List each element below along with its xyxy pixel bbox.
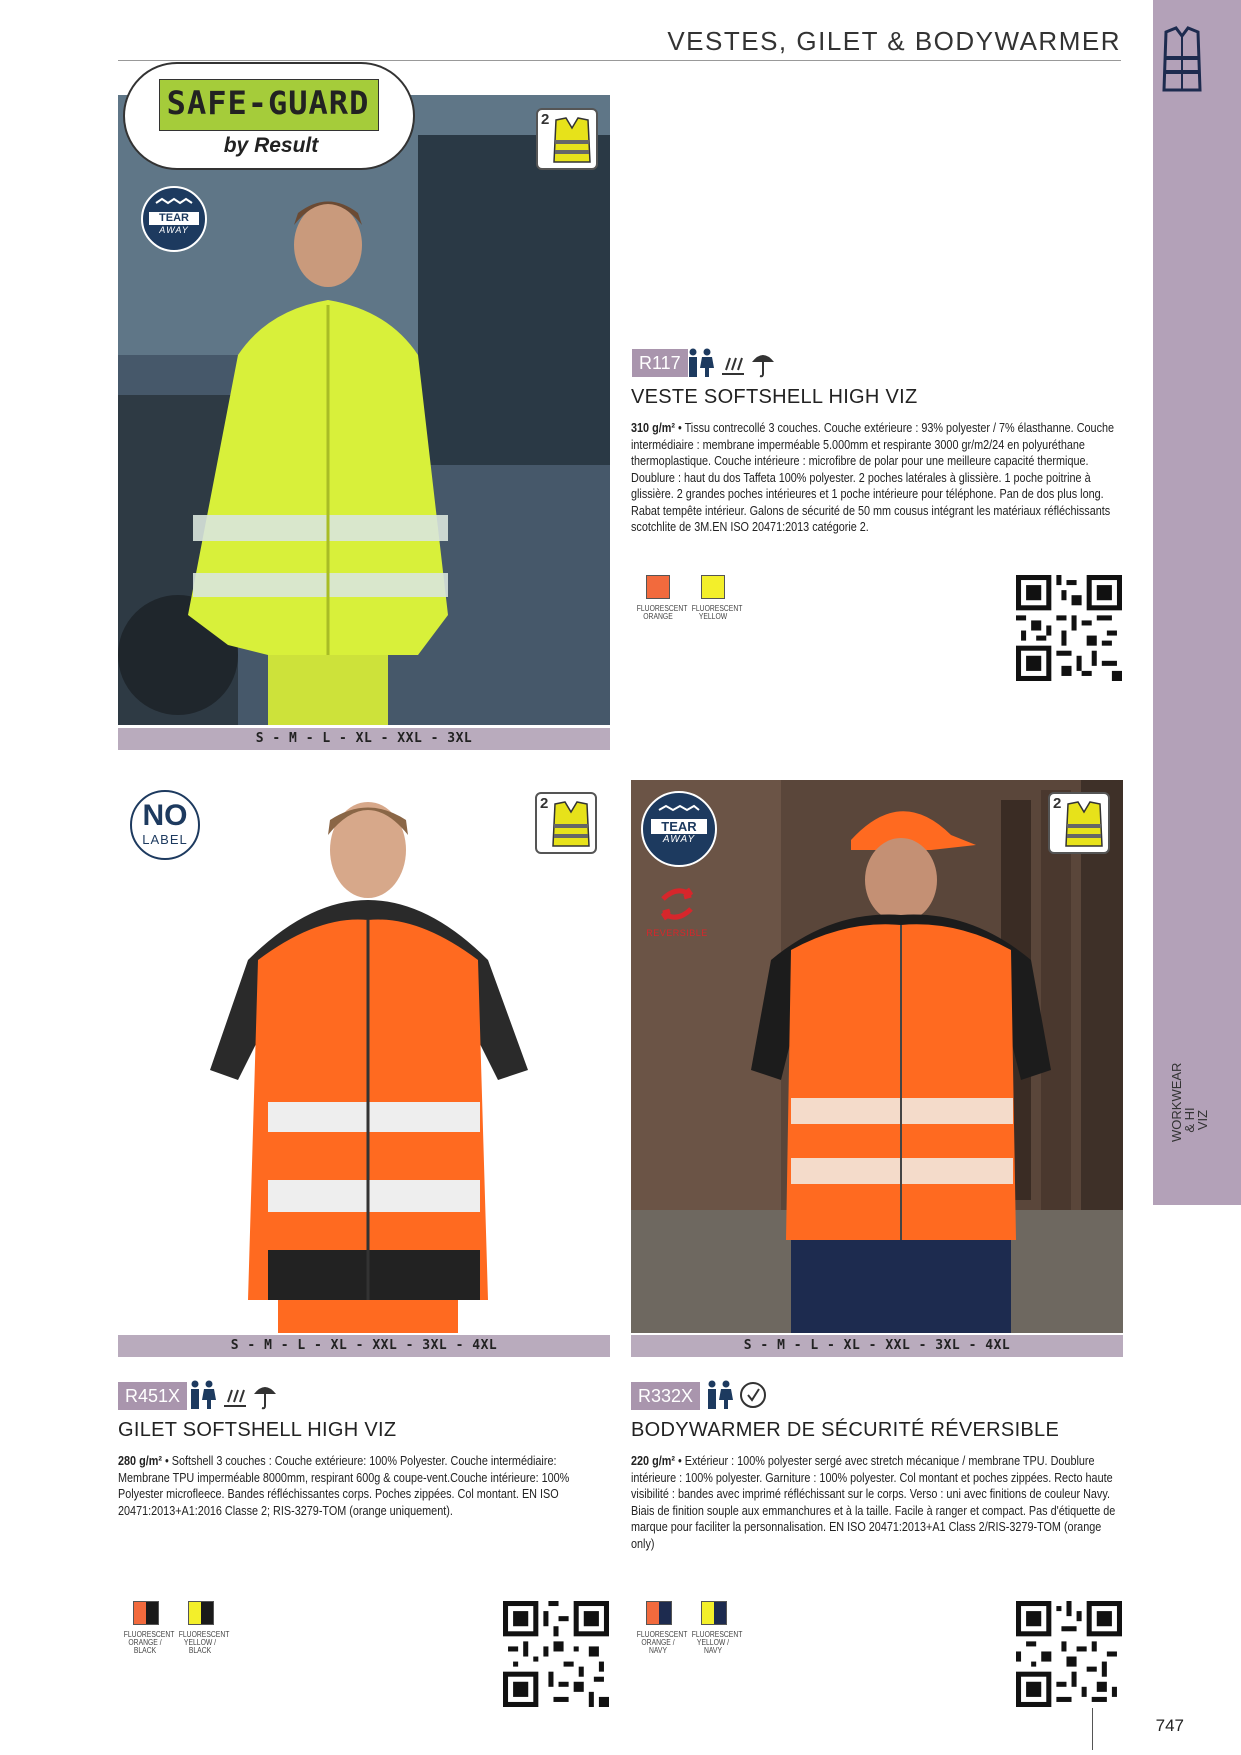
product-title-r117: VESTE SOFTSHELL HIGH VIZ: [631, 386, 918, 408]
product-photo-r451x: [118, 780, 610, 1333]
color-label: FLUORESCENT YELLOW / NAVY: [691, 1630, 743, 1655]
tear-away-icon: TEAR AWAY: [641, 791, 717, 867]
safe-guard-logo: SAFE-GUARD by Result: [123, 62, 415, 170]
hi-viz-class-2-icon: 2: [1048, 792, 1110, 854]
qr-code[interactable]: [1016, 1601, 1122, 1707]
color-label: FLUORESCENT ORANGE / NAVY: [636, 1630, 688, 1655]
color-label: FLUORESCENT YELLOW: [691, 604, 743, 621]
color-swatch-yellow[interactable]: [701, 575, 725, 599]
product-title-r451x: GILET SOFTSHELL HIGH VIZ: [118, 1419, 397, 1441]
wash-care-icon: [739, 1380, 767, 1410]
unisex-icon: [703, 1380, 735, 1410]
no-label-icon: NO LABEL: [130, 790, 200, 860]
hi-viz-class-2-icon: 2: [536, 108, 598, 170]
page-number: 747: [1155, 1716, 1184, 1735]
feature-icons-r451x: [186, 1380, 278, 1410]
unisex-icon: [684, 348, 716, 378]
category-sidebar: [1153, 0, 1241, 1205]
color-swatch-orange[interactable]: [646, 575, 670, 599]
size-range-r117: S - M - L - XL - XXL - 3XL: [118, 728, 610, 750]
product-description-r117: 310 g/m² • Tissu contrecollé 3 couches. Couche extérieure : 93% polyester / 7% élasthanne. Couche intermédiaire : membrane imperméable 5.000mm et respirante 3000 gr/m2/24 en polyuréthane thermoplastique. Couche intérieure : microfibre de polar pour une meilleure capacité thermique. Doublure : haut du dos Taffeta 100% polyester. 2 poches latérales à glissière. 1 poche poitrine à glissière. 2 grandes poches intérieures et 1 poche intérieure pour téléphone. Pan de dos plus long. Rabat tempête intérieur. Galons de sécurité de 50 mm cousus intégrant les matériaux réfléchissants scotchlite de 3M.EN ISO 20471:2013 catégorie 2.: [631, 421, 1115, 534]
size-range-r451x: S - M - L - XL - XXL - 3XL - 4XL: [118, 1335, 610, 1357]
vest-icon: [1160, 26, 1204, 94]
qr-code[interactable]: [503, 1601, 609, 1707]
category-label: WORKWEAR & HI VIZ: [1169, 1062, 1210, 1142]
breathable-icon: [720, 348, 746, 378]
waterproof-icon: [750, 348, 776, 378]
product-code-r332x: R332X: [631, 1382, 700, 1410]
product-code-r117: R117: [632, 349, 688, 377]
product-photo-r332x: [631, 780, 1123, 1333]
color-swatch-yellow-black[interactable]: [188, 1601, 214, 1625]
header-rule: [118, 60, 1121, 61]
color-label: FLUORESCENT ORANGE / BLACK: [123, 1630, 175, 1655]
feature-icons-r117: [684, 348, 776, 378]
feature-icons-r332x: [703, 1380, 767, 1410]
color-swatch-orange-black[interactable]: [133, 1601, 159, 1625]
page-number-divider: [1092, 1708, 1093, 1750]
product-code-r451x: R451X: [118, 1382, 187, 1410]
product-description-r332x: 220 g/m² • Extérieur : 100% polyester sergé avec stretch mécanique / membrane TPU. Doublure intérieure : 100% polyester. Garniture : 100% polyester. Col montant et poches zippées. Recto haute visibilité : bandes avec imprimé réfléchissant sur le corps. Verso : uni avec finitions de couleur Navy. Biais de finition souple aux emmanchures et à la taille. Facile à ranger et compact. Pas d'étiquette de marque pour faciliter la personnalisation. EN ISO 20471:2013+A1 Class 2/RIS-3279-TOM (orange only): [631, 1454, 1116, 1551]
size-range-r332x: S - M - L - XL - XXL - 3XL - 4XL: [631, 1335, 1123, 1357]
unisex-icon: [186, 1380, 218, 1410]
tear-away-icon: TEAR AWAY: [141, 186, 207, 252]
color-label: FLUORESCENT YELLOW / BLACK: [178, 1630, 230, 1655]
color-swatch-orange-navy[interactable]: [646, 1601, 672, 1625]
product-description-r451x: 280 g/m² • Softshell 3 couches : Couche extérieure: 100% Polyester. Couche intermédiaire: Membrane TPU imperméable 8000mm, respirant 600g & coupe-vent.Couche intérieure: 100% Polyester microfleece. Bandes réfléchissantes corps. Poches zippées. Col montant. EN ISO 20471:2013+A1:2016 Classe 2; RIS-3279-TOM (orange uniquement).: [118, 1454, 570, 1518]
hi-viz-class-2-icon: 2: [535, 792, 597, 854]
section-title: VESTES, GILET & BODYWARMER: [667, 26, 1121, 56]
product-title-r332x: BODYWARMER DE SÉCURITÉ RÉVERSIBLE: [631, 1419, 1060, 1441]
color-label: FLUORESCENT ORANGE: [636, 604, 688, 621]
reversible-icon: REVERSIBLE: [641, 885, 713, 941]
breathable-icon: [222, 1380, 248, 1410]
waterproof-icon: [252, 1380, 278, 1410]
color-swatch-yellow-navy[interactable]: [701, 1601, 727, 1625]
qr-code[interactable]: [1016, 575, 1122, 681]
